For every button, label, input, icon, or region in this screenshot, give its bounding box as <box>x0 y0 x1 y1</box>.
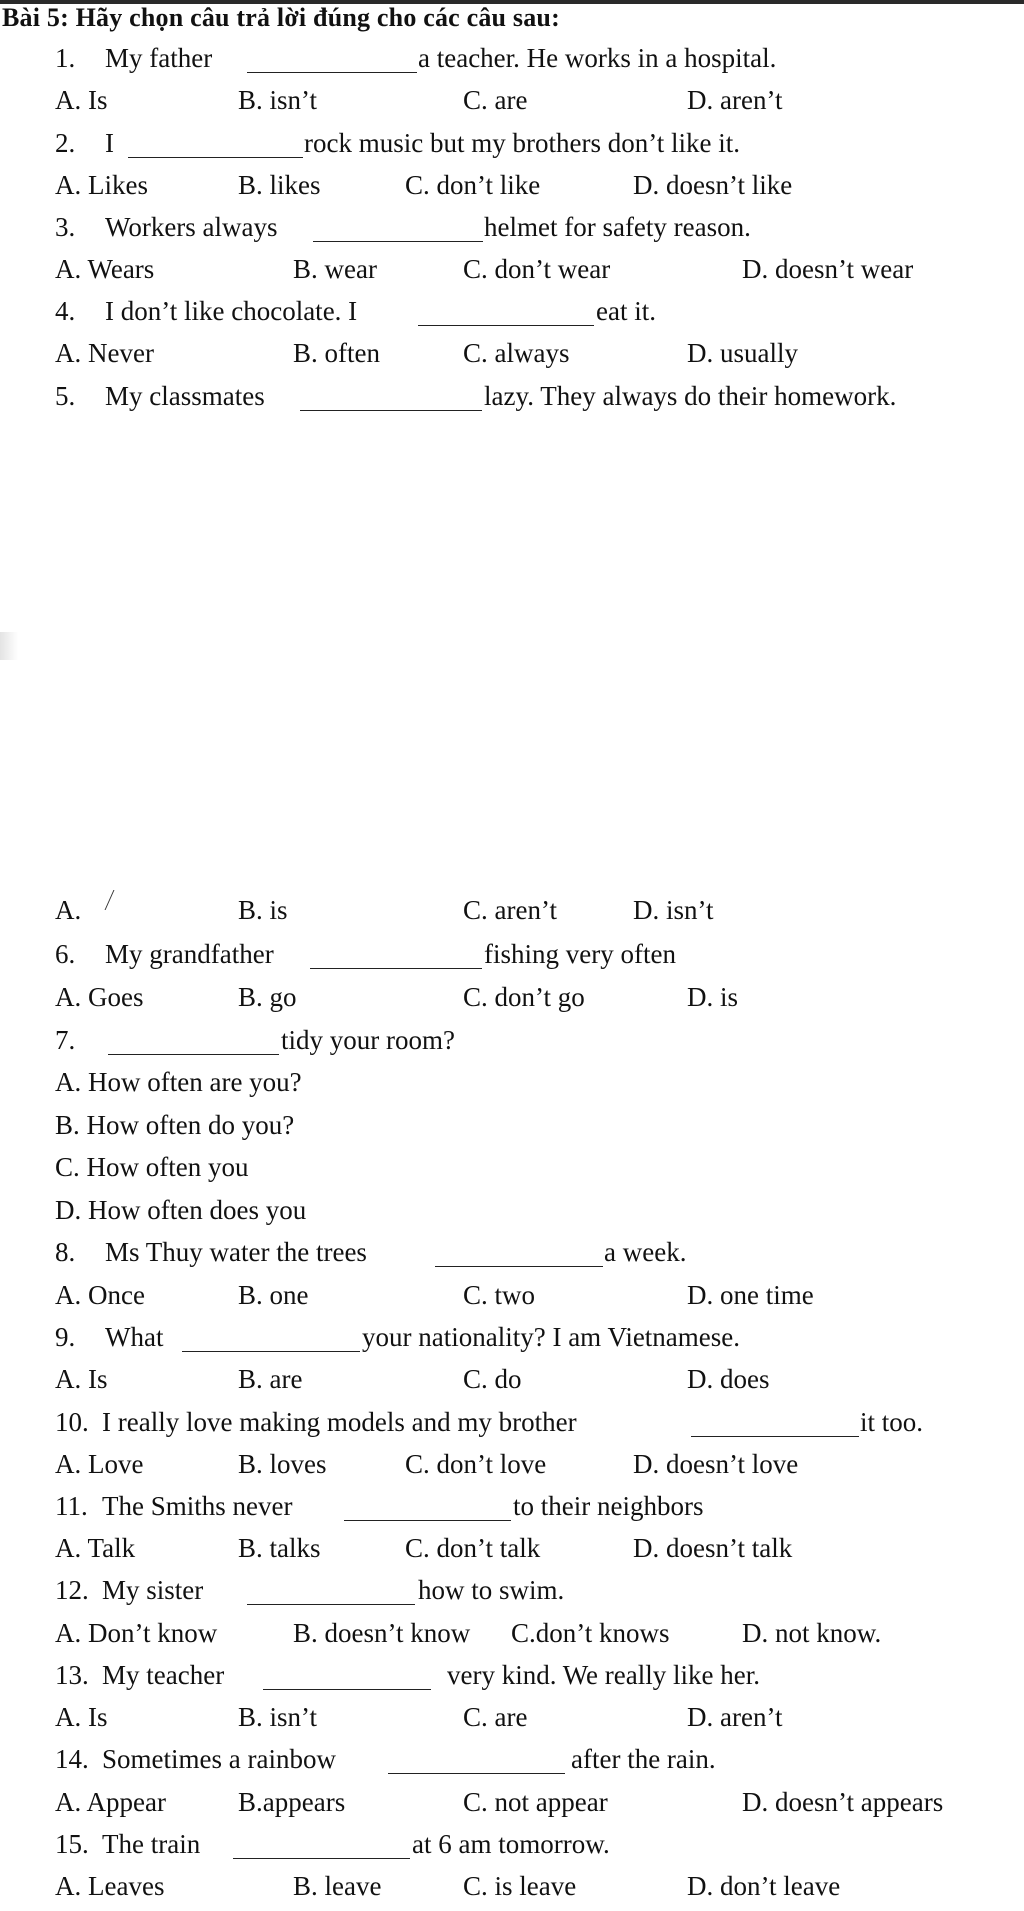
question-text-before: I <box>105 128 114 158</box>
cursor-mark <box>105 890 125 910</box>
option-c[interactable]: C. two <box>463 1280 536 1310</box>
option-d[interactable]: D. aren’t <box>687 85 783 115</box>
question-text-before: The Smiths never <box>102 1491 293 1521</box>
question-number: 9. <box>55 1322 76 1352</box>
option-d[interactable]: D. isn’t <box>633 895 714 925</box>
option-d[interactable]: D. doesn’t appears <box>742 1787 944 1817</box>
question-number: 11. <box>55 1491 88 1521</box>
question-number: 14. <box>55 1744 89 1774</box>
option-a[interactable]: A. Love <box>55 1449 144 1479</box>
answer-blank[interactable] <box>233 1858 410 1859</box>
question-text-before: My classmates <box>105 381 265 411</box>
option-d[interactable]: D. don’t leave <box>687 1871 841 1901</box>
answer-blank[interactable] <box>263 1689 431 1690</box>
option-b[interactable]: B. go <box>238 982 297 1012</box>
option-d[interactable]: D. usually <box>687 338 798 368</box>
question-text-after: very kind. We really like her. <box>447 1660 760 1690</box>
question-15 <box>55 1827 201 1861</box>
question-5 <box>55 379 265 413</box>
option-d[interactable]: D. doesn’t like <box>633 170 793 200</box>
option-a[interactable]: A. Don’t know <box>55 1618 218 1648</box>
question-text-before: My father <box>105 43 213 73</box>
question-11 <box>55 1489 293 1523</box>
option-b[interactable]: B. is <box>238 895 288 925</box>
answer-blank[interactable] <box>691 1436 859 1437</box>
question-text-before: I don’t like chocolate. I <box>105 296 358 326</box>
option-a[interactable]: A. Is <box>55 85 108 115</box>
option-c[interactable]: C.don’t knows <box>511 1618 670 1648</box>
option-c[interactable]: C. aren’t <box>463 895 557 925</box>
question-text-after: it too. <box>860 1407 924 1437</box>
option-b[interactable]: B. loves <box>238 1449 327 1479</box>
question-number: 6. <box>55 939 76 969</box>
question-text-before: Ms Thuy water the trees <box>105 1237 367 1267</box>
option-d[interactable]: D. How often does you <box>55 1195 307 1225</box>
option-a[interactable]: A. Likes <box>55 170 148 200</box>
question-text-after: how to swim. <box>418 1575 565 1605</box>
question-8 <box>55 1235 367 1269</box>
option-a[interactable]: A. Leaves <box>55 1871 165 1901</box>
option-c[interactable]: C. are <box>463 85 528 115</box>
question-text-after: lazy. They always do their homework. <box>484 381 897 411</box>
answer-blank[interactable] <box>313 241 483 242</box>
option-d[interactable]: D. doesn’t talk <box>633 1533 793 1563</box>
question-text-after: after the rain. <box>571 1744 716 1774</box>
question-3 <box>55 210 278 244</box>
question-text-before: Sometimes a rainbow <box>102 1744 336 1774</box>
answer-blank[interactable] <box>108 1054 279 1055</box>
question-text-after: fishing very often <box>484 939 676 969</box>
exercise-title: Bài 5: Hãy chọn câu trả lời đúng cho các câu sau: <box>2 3 560 32</box>
question-12 <box>55 1573 204 1607</box>
question-number: 5. <box>55 381 76 411</box>
option-c[interactable]: C. is leave <box>463 1871 577 1901</box>
question-13 <box>55 1658 225 1692</box>
option-a[interactable]: A. Never <box>55 338 154 368</box>
question-9 <box>55 1320 164 1354</box>
option-b[interactable]: B. often <box>293 338 380 368</box>
answer-blank[interactable] <box>247 72 417 73</box>
option-d[interactable]: D. does <box>687 1364 770 1394</box>
answer-blank[interactable] <box>310 968 482 969</box>
option-d[interactable]: D. doesn’t wear <box>742 254 914 284</box>
option-c[interactable]: C. don’t go <box>463 982 585 1012</box>
option-b[interactable]: B. isn’t <box>238 85 318 115</box>
option-b[interactable]: B. How often do you? <box>55 1110 295 1140</box>
option-c[interactable]: C. are <box>463 1702 528 1732</box>
answer-blank[interactable] <box>418 325 594 326</box>
question-number: 1. <box>55 43 76 73</box>
question-number: 8. <box>55 1237 76 1267</box>
option-a[interactable]: A. How often are you? <box>55 1067 302 1097</box>
blank-area <box>0 420 1024 875</box>
question-2 <box>55 126 114 160</box>
answer-blank[interactable] <box>300 410 482 411</box>
question-number: 13. <box>55 1660 89 1690</box>
option-b[interactable]: B. wear <box>293 254 377 284</box>
option-c[interactable]: C. don’t wear <box>463 254 611 284</box>
scroll-shadow <box>0 632 18 660</box>
option-b[interactable]: B. isn’t <box>238 1702 318 1732</box>
option-d[interactable]: D. not know. <box>742 1618 882 1648</box>
option-c[interactable]: C. don’t like <box>405 170 541 200</box>
question-number: 2. <box>55 128 76 158</box>
option-c[interactable]: C. do <box>463 1364 522 1394</box>
question-text-after: at 6 am tomorrow. <box>412 1829 610 1859</box>
option-a[interactable]: A. Once <box>55 1280 145 1310</box>
question-text-after: a teacher. He works in a hospital. <box>418 43 777 73</box>
question-text-before: I really love making models and my brother <box>102 1407 577 1437</box>
option-c[interactable]: C. don’t talk <box>405 1533 541 1563</box>
option-a[interactable]: A. Wears <box>55 254 155 284</box>
option-d[interactable]: D. doesn’t love <box>633 1449 799 1479</box>
option-b[interactable]: B.appears <box>238 1787 346 1817</box>
question-text-after: a week. <box>604 1237 687 1267</box>
question-text-after: tidy your room? <box>281 1025 455 1055</box>
option-c[interactable]: C. don’t love <box>405 1449 547 1479</box>
answer-blank[interactable] <box>435 1266 603 1267</box>
question-4 <box>55 294 358 328</box>
question-10 <box>55 1405 577 1439</box>
question-number: 4. <box>55 296 76 326</box>
question-text-before: My grandfather <box>105 939 274 969</box>
question-text-after: to their neighbors <box>513 1491 704 1521</box>
question-6 <box>55 937 274 971</box>
option-d[interactable]: D. one time <box>687 1280 814 1310</box>
option-c[interactable]: C. always <box>463 338 570 368</box>
question-number: 12. <box>55 1575 89 1605</box>
question-text-before: My sister <box>102 1575 204 1605</box>
option-b[interactable]: B. talks <box>238 1533 321 1563</box>
option-b[interactable]: B. are <box>238 1364 303 1394</box>
option-a[interactable]: A. Appear <box>55 1787 166 1817</box>
question-text-after: your nationality? I am Vietnamese. <box>362 1322 741 1352</box>
question-text-before: The train <box>102 1829 201 1859</box>
option-c[interactable]: C. not appear <box>463 1787 608 1817</box>
option-a[interactable]: A. Is <box>55 1364 108 1394</box>
answer-blank[interactable] <box>182 1351 360 1352</box>
question-number: 15. <box>55 1829 89 1859</box>
question-text-before: My teacher <box>102 1660 225 1690</box>
question-text-before: Workers always <box>105 212 278 242</box>
option-a[interactable]: A. <box>55 895 82 925</box>
option-b[interactable]: B. doesn’t know <box>293 1618 471 1648</box>
question-number: 7. <box>55 1025 76 1055</box>
answer-blank[interactable] <box>344 1520 511 1521</box>
question-number: 3. <box>55 212 76 242</box>
question-number: 10. <box>55 1407 89 1437</box>
answer-blank[interactable] <box>128 157 303 158</box>
question-14 <box>55 1742 336 1776</box>
option-d[interactable]: D. is <box>687 982 739 1012</box>
option-b[interactable]: B. one <box>238 1280 309 1310</box>
option-d[interactable]: D. aren’t <box>687 1702 783 1732</box>
option-b[interactable]: B. likes <box>238 170 321 200</box>
option-a[interactable]: A. Goes <box>55 982 144 1012</box>
answer-blank[interactable] <box>247 1604 415 1605</box>
question-1 <box>55 41 213 75</box>
question-7 <box>55 1023 75 1057</box>
question-text-after: eat it. <box>596 296 656 326</box>
question-text-after: rock music but my brothers don’t like it. <box>304 128 740 158</box>
option-a[interactable]: A. Is <box>55 1702 108 1732</box>
option-c[interactable]: C. How often you <box>55 1152 249 1182</box>
answer-blank[interactable] <box>388 1773 565 1774</box>
question-text-after: helmet for safety reason. <box>484 212 751 242</box>
question-text-before: What <box>105 1322 164 1352</box>
option-b[interactable]: B. leave <box>293 1871 382 1901</box>
option-a[interactable]: A. Talk <box>55 1533 136 1563</box>
